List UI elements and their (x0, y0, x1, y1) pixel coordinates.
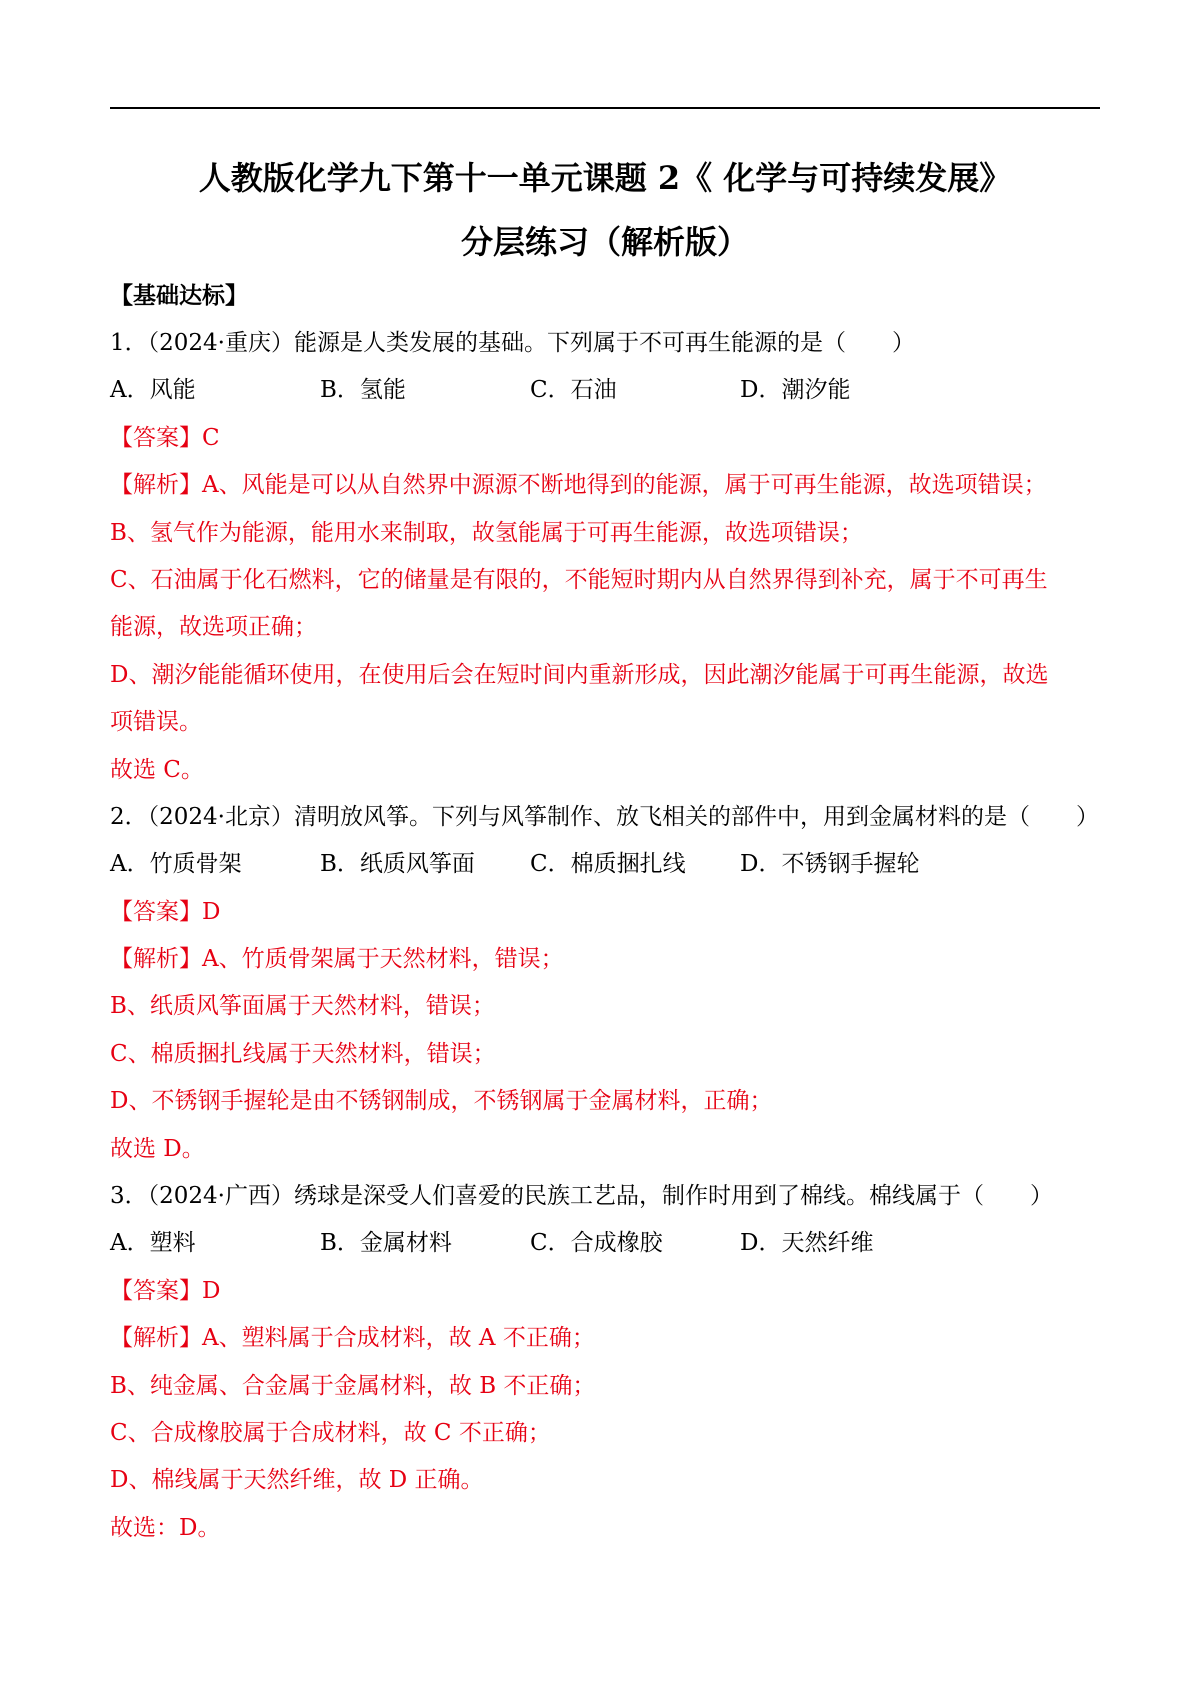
section-label: 【基础达标】 (110, 282, 248, 309)
question-2-answer: 【答案】D (110, 899, 221, 925)
question-1-analysis-line: D、潮汐能能循环使用，在使用后会在短时间内重新形成，因此潮汐能属于可再生能源，故选 (110, 662, 1049, 688)
question-3-conclusion: 故选：D。 (110, 1515, 221, 1541)
question-3-analysis-line: B、纯金属、合金属于金属材料，故 B 不正确； (110, 1373, 596, 1399)
option-c: C．石油 (530, 377, 617, 403)
header-rule (110, 107, 1100, 109)
question-1-analysis-line: 项错误。 (110, 709, 202, 735)
page-subtitle: 分层练习（解析版） (460, 223, 749, 261)
question-3-stem: 3．（2024·广西）绣球是深受人们喜爱的民族工艺品，制作时用到了棉线。棉线属于（ ） (110, 1183, 1053, 1209)
question-1-options (110, 375, 1100, 405)
option-d: D．天然纤维 (740, 1230, 874, 1256)
page-title: 人教版化学九下第十一单元课题 2《 化学与可持续发展》 (198, 159, 1012, 197)
option-a: A．风能 (110, 377, 196, 403)
option-b: B．氢能 (320, 377, 406, 403)
option-b: B．纸质风筝面 (320, 851, 475, 877)
question-1-answer: 【答案】C (110, 425, 220, 451)
option-a: A．竹质骨架 (110, 851, 242, 877)
question-2-stem: 2．（2024·北京）清明放风筝。下列与风筝制作、放飞相关的部件中，用到金属材料的是（ ） (110, 804, 1099, 830)
question-2-options (110, 849, 1100, 879)
option-d: D．潮汐能 (740, 377, 851, 403)
question-1-stem: 1．（2024·重庆）能源是人类发展的基础。下列属于不可再生能源的是（ ） (110, 330, 915, 356)
option-b: B．金属材料 (320, 1230, 452, 1256)
question-1-analysis-line: B、氢气作为能源，能用水来制取，故氢能属于可再生能源，故选项错误； (110, 520, 863, 546)
question-3-options (110, 1228, 1100, 1258)
question-3-analysis-line: D、棉线属于天然纤维，故 D 正确。 (110, 1467, 484, 1493)
question-3-analysis-line: 【解析】A、塑料属于合成材料，故 A 不正确； (110, 1325, 595, 1351)
question-2-analysis-line: 【解析】A、竹质骨架属于天然材料，错误； (110, 946, 564, 972)
option-d: D．不锈钢手握轮 (740, 851, 920, 877)
question-2-analysis-line: C、棉质捆扎线属于天然材料，错误； (110, 1041, 496, 1067)
question-3-analysis-line: C、合成橡胶属于合成材料，故 C 不正确； (110, 1420, 551, 1446)
question-1-analysis-line: 【解析】A、风能是可以从自然界中源源不断地得到的能源，属于可再生能源，故选项错误； (110, 472, 1047, 498)
option-c: C．合成橡胶 (530, 1230, 663, 1256)
question-1-analysis-line: C、石油属于化石燃料，它的储量是有限的，不能短时期内从自然界得到补充，属于不可再生 (110, 567, 1048, 593)
question-1-conclusion: 故选 C。 (110, 757, 204, 783)
question-1-analysis-line: 能源，故选项正确； (110, 614, 317, 640)
question-2-analysis-line: D、不锈钢手握轮是由不锈钢制成，不锈钢属于金属材料，正确； (110, 1088, 773, 1114)
option-a: A．塑料 (110, 1230, 196, 1256)
option-c: C．棉质捆扎线 (530, 851, 686, 877)
question-3-answer: 【答案】D (110, 1278, 221, 1304)
question-2-analysis-line: B、纸质风筝面属于天然材料，错误； (110, 993, 495, 1019)
question-2-conclusion: 故选 D。 (110, 1136, 205, 1162)
